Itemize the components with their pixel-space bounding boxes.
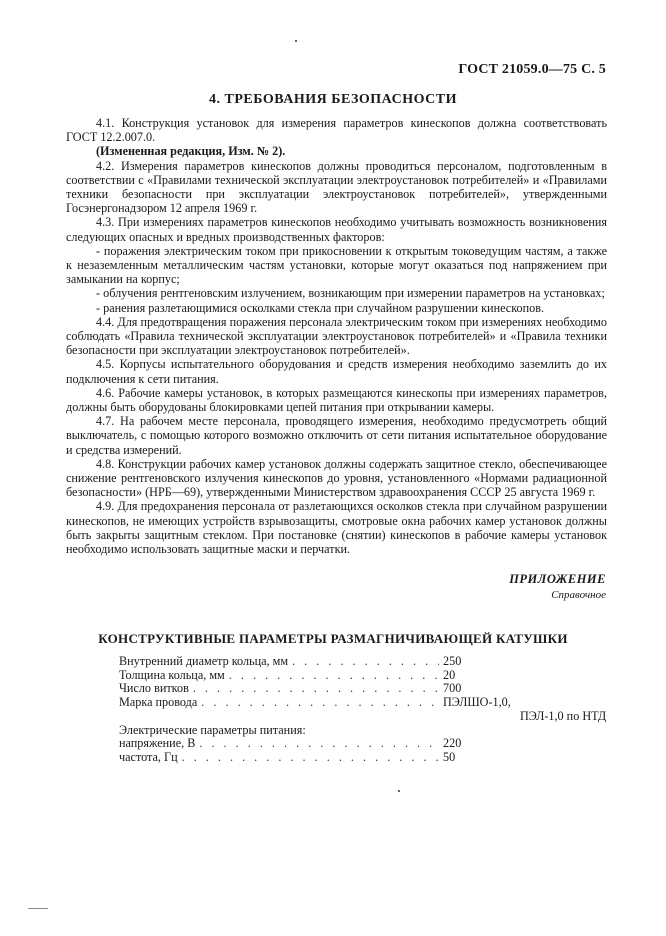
param-label: Марка провода [119,695,198,710]
paragraph-4-5: 4.5. Корпусы испытательного оборудования и средств измерения необходимо заземлить до их подключения к сети питания. [66,357,607,386]
param-value: 250 [443,654,462,668]
hazard-x-ray: - облучения рентгеновским излучением, возникающим при измерении параметров на установках; [96,286,605,301]
paragraph-4-2: 4.2. Измерения параметров кинескопов должны проводиться персоналом, подготовленным в соответствии с «Правилами технической эксплуатации электроустановок потребителей» и «Правилами техники безопасности при эксплуатации электроустановок потребителей», утвержденными Госэнергонадзором 12 апреля 1969 г. [66,158,607,216]
section-title: 4. ТРЕБОВАНИЯ БЕЗОПАСНОСТИ [209,92,457,107]
param-row [119,655,539,669]
param-label: Число витков [119,681,189,696]
paragraph-4-4: 4.4. Для предотвращения поражения персонала электрическим током при измерениях необходимо соблюдать «Правила технической эксплуатации электроустановок потребителей» и «Правила техники безопасности при эксплуатации электроустановок потребителей». [66,314,607,358]
param-label: частота, Гц [119,749,178,764]
param-value: 50 [443,749,456,764]
param-row [119,669,539,683]
section-body [66,116,607,556]
paragraph-4-7: 4.7. На рабочем месте персонала, проводящего измерения, необходимо предусмотреть общий выключатель, с помощью которого возможно отключить от сети питания испытательное оборудование и средства измерений. [66,414,607,457]
leader-dots [292,655,439,669]
paragraph-4-8: 4.8. Конструкции рабочих камер установок должны содержать защитное стекло, обеспечивающее снижение рентгеновского излучения кинескопов до уровня, установленного «Нормами радиационной безопасности» (НРБ—69), утвержденными Министерством здравоохранения СССР 25 августа 1969 г. [66,456,607,500]
scan-speck [295,40,297,42]
param-value-alt: ПЭЛ-1,0 по НТД [520,708,607,723]
paragraph-4-3: 4.3. При измерениях параметров кинескопов необходимо учитывать возможность возникновения следующих опасных и вредных производственных факторов: [66,215,607,244]
leader-dots [182,751,439,765]
param-value: ПЭЛШО-1,0, [443,695,511,710]
leader-dots [193,682,439,696]
param-row [119,682,539,696]
amendment-note: (Измененная редакция, Изм. № 2). [96,144,286,159]
hazard-glass-fragments: - ранения разлетающимися осколками стекла при случайном разрушении кинескопов. [96,300,545,315]
leader-dots [201,696,439,710]
hazard-electric-shock: - поражения электрическим током при прикосновении к открытым токоведущим частям, а также к незаземленным металлическим частям установки, которые могут оказаться под напряжением при замыкании на корпус; [66,243,607,287]
leader-dots [229,669,439,683]
param-row-continuation [119,708,607,724]
param-row [119,751,539,765]
appendix-kind: Справочное [551,589,606,601]
parameters-list [119,654,607,765]
electrical-heading: Электрические параметры питания: [119,722,306,737]
param-value: 220 [443,736,462,751]
param-row [119,737,539,751]
param-row [119,696,539,710]
param-value: 20 [443,667,456,682]
scan-speck [398,790,400,792]
param-label: Толщина кольца, мм [119,667,225,682]
appendix-title: ПРИЛОЖЕНИЕ [509,572,606,586]
param-label: напряжение, В [119,736,196,751]
paragraph-4-6: 4.6. Рабочие камеры установок, в которых размещаются кинескопы при измерениях параметров, должны быть оборудованы блокировками цепей питания при открывании камеры. [66,385,607,415]
leader-dots [199,737,439,751]
appendix-label [509,572,606,601]
parameters-title: КОНСТРУКТИВНЫЕ ПАРАМЕТРЫ РАЗМАГНИЧИВАЮЩЕЙ КАТУШКИ [98,631,568,646]
param-value: 700 [443,681,462,696]
paragraph-4-9: 4.9. Для предохранения персонала от разлетающихся осколков стекла при случайном разрушении кинескопов, не имеющих устройств взрывозащиты, смотровые окна рабочих камер установок должны быть закрыты защитным стеклом. При постановке (снятии) кинескопов в рабочие камеры установок необходимо использовать защитные маски и перчатки. [66,499,607,557]
page-header: ГОСТ 21059.0—75 С. 5 [458,62,606,77]
param-label: Внутренний диаметр кольца, мм [119,654,289,668]
scan-speck [28,908,48,909]
paragraph-4-1: 4.1. Конструкция установок для измерения параметров кинескопов должна соответствовать ГОСТ 12.2.007.0. [66,116,607,145]
